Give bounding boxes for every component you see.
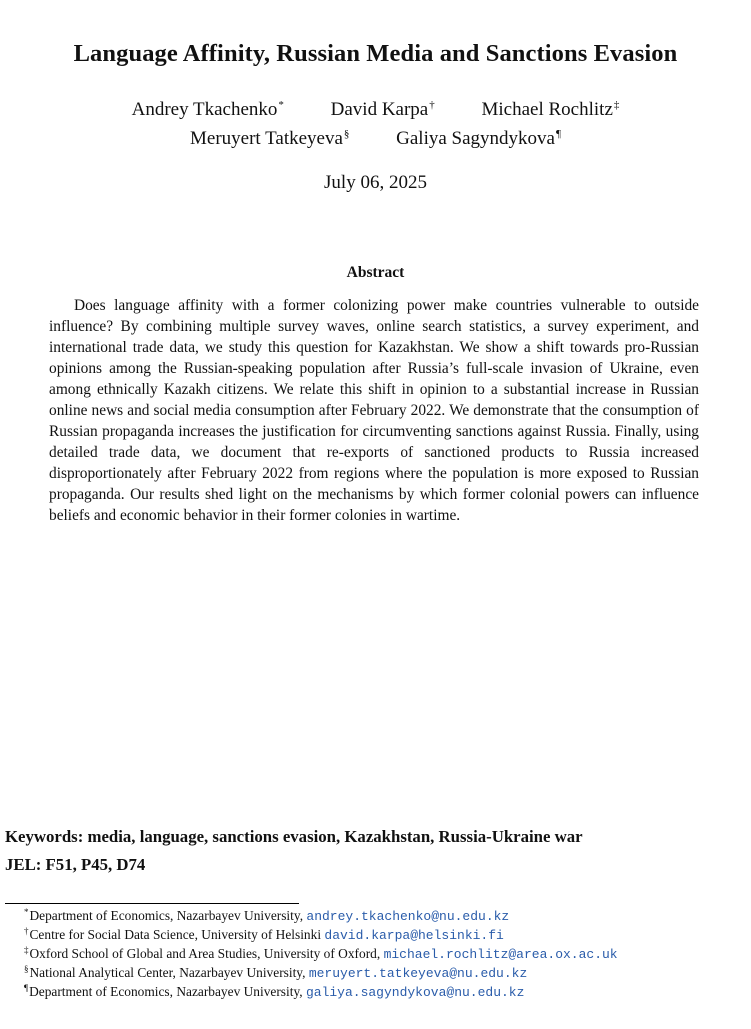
email-link[interactable]: david.karpa@helsinki.fi: [324, 928, 504, 943]
footnote-text: Department of Economics, Nazarbayev University,: [29, 908, 307, 923]
author-row-1: [0, 99, 751, 121]
footnote-mark[interactable]: ¶: [555, 128, 561, 140]
author-row-2: [0, 128, 751, 150]
author-tkachenko: [132, 99, 284, 121]
footnote-rule: [5, 903, 299, 904]
footnote-mark: *: [24, 907, 29, 917]
footnote-text: Department of Economics, Nazarbayev University,: [29, 984, 306, 999]
email-link[interactable]: michael.rochlitz@area.ox.ac.uk: [383, 947, 618, 962]
footnote-text: Centre for Social Data Science, University of Helsinki: [29, 927, 325, 942]
author-karpa: [331, 99, 435, 121]
author-name: Galiya Sagyndykova: [396, 128, 555, 149]
footnote-2: [24, 926, 504, 943]
footnote-mark[interactable]: *: [278, 99, 284, 111]
author-rochlitz: [482, 99, 620, 121]
footnote-mark: ‡: [24, 945, 29, 955]
paper-title: Language Affinity, Russian Media and Sanctions Evasion: [73, 40, 678, 67]
footnote-mark: §: [24, 964, 29, 974]
keywords: Keywords: media, language, sanctions evasion, Kazakhstan, Russia-Ukraine war: [5, 827, 583, 846]
footnote-text: National Analytical Center, Nazarbayev University,: [29, 965, 309, 980]
footnote-text: Oxford School of Global and Area Studies, University of Oxford,: [29, 946, 384, 961]
abstract-text: Does language affinity with a former colonizing power make countries vulnerable to outside influence? By combining multiple survey waves, online search statistics, a survey experiment, and international trade data, we study this question for Kazakhstan. We show a shift towards pro-Russian opinions among the Russian-speaking population after Russia’s full-scale invasion of Ukraine, even among ethnically Kazakh citizens. We relate this shift in opinion to a substantial increase in Russian online news and social media consumption after February 2022. We demonstrate that the consumption of Russian propaganda increases the justification for circumventing sanctions against Russia. Finally, using detailed trade data, we document that re-exports of sanctioned products to Russia increased disproportionately after February 2022 from regions where the population is more exposed to Russian propaganda. Our results shed light on the mechanisms by which former colonial powers can influence beliefs and economic behavior in their former colonies in wartime.: [49, 297, 699, 524]
abstract-heading: Abstract: [346, 264, 405, 281]
author-name: Meruyert Tatkeyeva: [190, 128, 343, 149]
email-link[interactable]: galiya.sagyndykova@nu.edu.kz: [305, 985, 525, 1000]
paper-date: July 06, 2025: [324, 172, 427, 193]
email-link[interactable]: andrey.tkachenko@nu.edu.kz: [306, 909, 510, 924]
jel-codes: JEL: F51, P45, D74: [5, 855, 146, 874]
footnote-mark: †: [24, 926, 29, 936]
author-sagyndykova: [396, 128, 561, 150]
footnote-4: [24, 964, 527, 981]
footnote-mark[interactable]: †: [429, 99, 435, 111]
footnote-mark[interactable]: ‡: [613, 99, 620, 111]
author-tatkeyeva: [190, 128, 349, 150]
author-name: Andrey Tkachenko: [131, 99, 278, 120]
author-name: David Karpa: [330, 99, 429, 120]
footnote-mark[interactable]: §: [343, 128, 350, 140]
email-link[interactable]: meruyert.tatkeyeva@nu.edu.kz: [308, 966, 528, 981]
author-name: Michael Rochlitz: [481, 99, 613, 120]
footnote-3: [24, 945, 618, 962]
footnote-5: [24, 983, 524, 1000]
footnote-mark: ¶: [24, 983, 29, 993]
footnote-1: [24, 907, 509, 924]
